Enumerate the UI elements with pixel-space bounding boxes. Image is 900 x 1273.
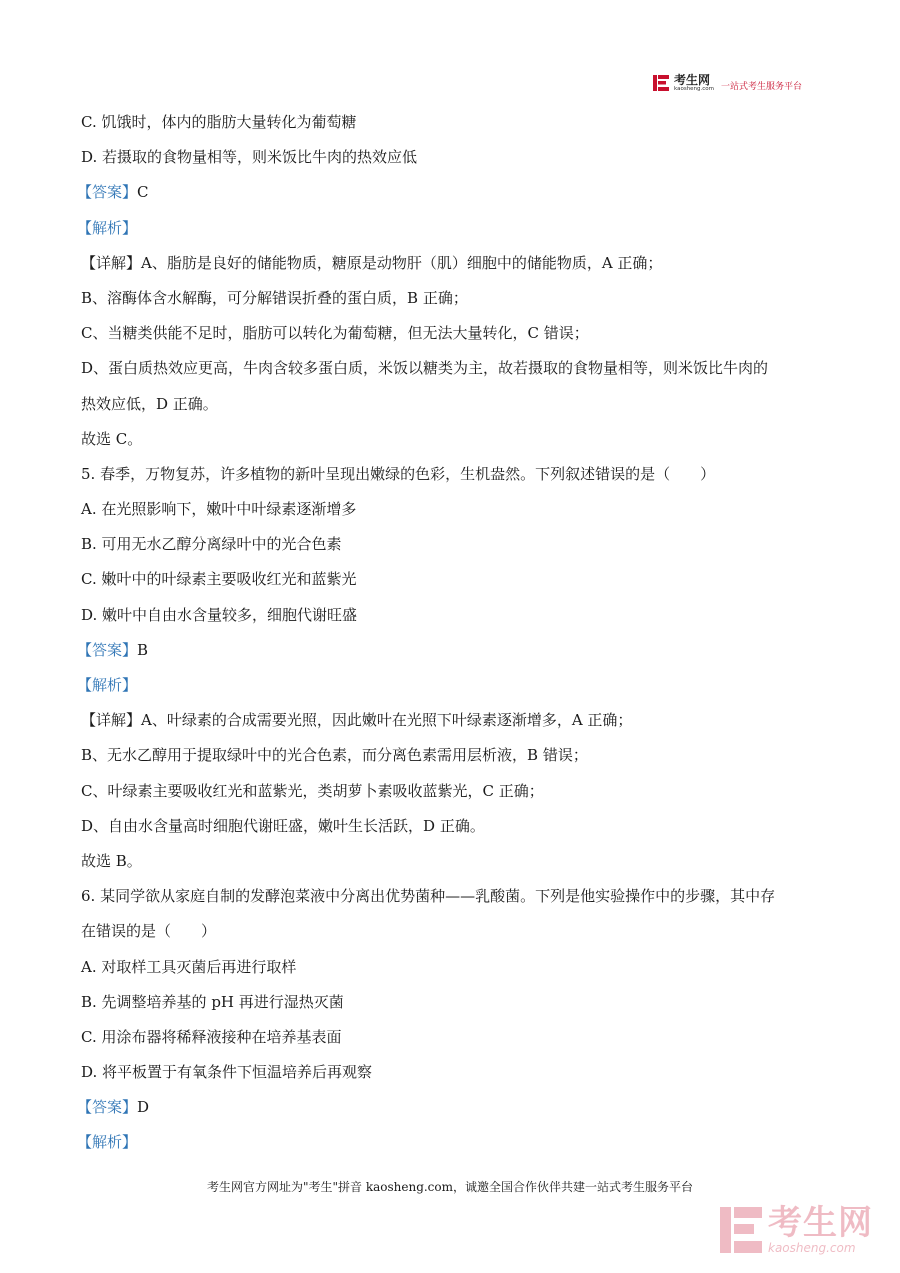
text-line xyxy=(81,844,821,879)
section-tag: 【答案】 xyxy=(77,183,138,202)
line-text: B xyxy=(137,640,149,659)
line-text: A. 在光照影响下，嫩叶中叶绿素逐渐增多 xyxy=(81,500,357,519)
header-brand: 考生网 xyxy=(674,73,711,87)
text-line xyxy=(81,387,821,422)
line-text: B、溶酶体含水解酶，可分解错误折叠的蛋白质，B 正确； xyxy=(81,288,468,307)
line-text: C. 饥饿时，体内的脂肪大量转化为葡萄糖 xyxy=(81,113,357,131)
text-line xyxy=(81,774,821,809)
text-line xyxy=(81,1020,821,1055)
line-text: 【详解】A、叶绿素的合成需要光照，因此嫩叶在光照下叶绿素逐渐增多，A 正确； xyxy=(81,711,633,730)
text-line xyxy=(81,809,821,844)
header-slogan: 一站式考生服务平台 xyxy=(721,82,803,93)
text-line xyxy=(81,703,821,738)
watermark-brand: 考生网 xyxy=(768,1203,873,1243)
text-line xyxy=(81,527,821,562)
line-text: D. 将平板置于有氧条件下恒温培养后再观察 xyxy=(81,1063,373,1082)
text-line xyxy=(81,598,821,633)
line-text: 【详解】A、脂肪是良好的储能物质，糖原是动物肝（肌）细胞中的储能物质，A 正确； xyxy=(81,253,663,272)
line-text: D xyxy=(137,1098,150,1117)
text-line xyxy=(81,914,821,949)
line-text: C、叶绿素主要吸收红光和蓝紫光，类胡萝卜素吸收蓝紫光，C 正确； xyxy=(81,781,544,800)
watermark-domain: kaosheng.com xyxy=(768,1241,856,1255)
text-line xyxy=(81,316,821,351)
line-text: C. 嫩叶中的叶绿素主要吸收红光和蓝紫光 xyxy=(81,570,357,589)
section-tag-line xyxy=(77,633,821,668)
section-tag-line xyxy=(77,1090,821,1125)
section-tag: 【解析】 xyxy=(77,1133,138,1152)
line-text: 热效应低，D 正确。 xyxy=(81,394,218,413)
section-tag-line xyxy=(77,175,821,210)
section-tag-line xyxy=(77,1125,821,1160)
line-text: C. 用涂布器将稀释液接种在培养基表面 xyxy=(81,1027,342,1046)
line-text: 5. 春季，万物复苏，许多植物的新叶呈现出嫩绿的色彩，生机盎然。下列叙述错误的是（ ） xyxy=(81,464,716,483)
section-tag: 【解析】 xyxy=(77,676,138,694)
text-line xyxy=(81,738,821,773)
line-text: B、无水乙醇用于提取绿叶中的光合色素，而分离色素需用层析液，B 错误； xyxy=(81,746,588,765)
text-line xyxy=(81,985,821,1020)
text-line xyxy=(81,879,821,914)
section-tag-line xyxy=(77,211,821,246)
kaosheng-logo-icon xyxy=(652,74,670,92)
kaosheng-watermark-icon xyxy=(718,1205,764,1255)
line-text: 6. 某同学欲从家庭自制的发酵泡菜液中分离出优势菌种——乳酸菌。下列是他实验操作中的步骤，其中存 xyxy=(81,887,776,906)
text-line xyxy=(81,457,821,492)
section-tag-line xyxy=(77,668,821,703)
line-text: 故选 C。 xyxy=(81,429,143,448)
text-line xyxy=(81,246,821,281)
text-line xyxy=(81,422,821,457)
header-domain: kaosheng.com xyxy=(674,86,715,92)
line-text: B. 可用无水乙醇分离绿叶中的光合色素 xyxy=(81,535,342,554)
section-tag: 【答案】 xyxy=(77,1098,138,1117)
text-line xyxy=(81,105,821,140)
header-logo xyxy=(652,74,802,93)
text-line xyxy=(81,1055,821,1090)
line-text: C xyxy=(137,183,149,202)
text-line xyxy=(81,140,821,175)
text-line xyxy=(81,950,821,985)
line-text: D. 嫩叶中自由水含量较多，细胞代谢旺盛 xyxy=(81,605,358,624)
text-line xyxy=(81,281,821,316)
section-tag: 【解析】 xyxy=(77,218,138,237)
section-tag: 【答案】 xyxy=(77,640,138,659)
page-footer: 考生网官方网址为"考生"拼音 kaosheng.com，诚邀全国合作伙伴共建一站式考生服务平台 xyxy=(206,1180,694,1194)
text-line xyxy=(81,492,821,527)
line-text: A. 对取样工具灭菌后再进行取样 xyxy=(81,957,297,976)
line-text: 在错误的是（ ） xyxy=(81,922,217,941)
document-body xyxy=(77,105,821,1161)
line-text: D. 若摄取的食物量相等，则米饭比牛肉的热效应低 xyxy=(81,148,418,167)
line-text: C、当糖类供能不足时，脂肪可以转化为葡萄糖，但无法大量转化，C 错误； xyxy=(81,324,589,343)
line-text: 故选 B。 xyxy=(81,851,142,870)
line-text: D、自由水含量高时细胞代谢旺盛，嫩叶生长活跃，D 正确。 xyxy=(81,816,485,835)
line-text: D、蛋白质热效应更高，牛肉含较多蛋白质，米饭以糖类为主，故若摄取的食物量相等，则米饭比牛肉的 xyxy=(81,359,769,378)
watermark xyxy=(718,1205,873,1255)
text-line xyxy=(81,351,821,386)
text-line xyxy=(81,562,821,597)
line-text: B. 先调整培养基的 pH 再进行湿热灭菌 xyxy=(81,992,344,1011)
